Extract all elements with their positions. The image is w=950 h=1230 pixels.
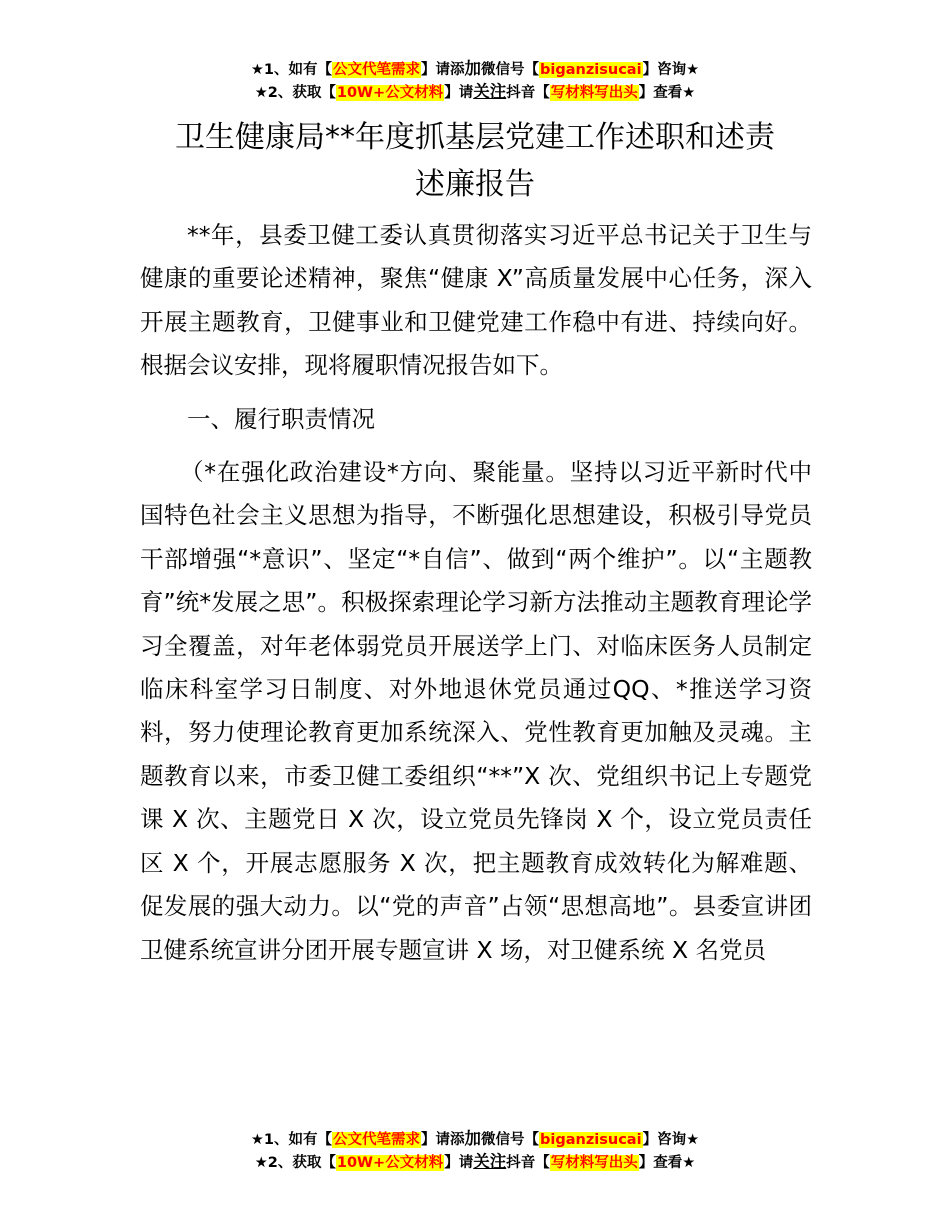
promo-text: 】请添: [421, 1132, 465, 1148]
promo-text: 】咨询★: [642, 62, 700, 78]
promo-line-1: [0, 1128, 950, 1151]
promo-text: 抖音【: [506, 1155, 550, 1171]
promo-highlight-materials: 10W+公文材料: [336, 85, 444, 101]
title-line-2: 述廉报告: [415, 167, 535, 202]
promo-text: 】查看★: [638, 85, 696, 101]
promo-text: 微信号【: [481, 62, 540, 78]
promo-highlight-wechat-id: biganzisucai: [540, 1132, 642, 1148]
promo-text: ★1、如有【: [250, 62, 333, 78]
promo-highlight-service: 公文代笔需求: [333, 1132, 421, 1148]
promo-text-underlined: 关注: [473, 1152, 507, 1171]
promo-text: 】咨询★: [642, 1132, 700, 1148]
body-paragraph: （*在强化政治建设*方向、聚能量。坚持以习近平新时代中国特色社会主义思想为指导，不断强化思想建设，积极引导党员干部增强“*意识”、坚定“*自信”、做到“两个维护”。以“主题教育”统*发展之思”。积极探索理论学习新方法推动主题教育理论学习全覆盖，对年老体弱党员开展送学上门、对临床医务人员制定临床科室学习日制度、对外地退休党员通过QQ、*推送学习资料，努力使理论教育更加系统深入、党性教育更加触及灵魂。主题教育以来，市委卫健工委组织“**”X 次、党组织书记上专题党课 X 次、主题党日 X 次，设立党员先锋岗 X 个，设立党员责任区 X 个，开展志愿服务 X 次，把主题教育成效转化为解难题、促发展的强大动力。以“党的声音”占领“思想高地”。县委宣讲团卫健系统宣讲分团开展专题宣讲 X 场，对卫健系统 X 名党员: [140, 458, 812, 964]
promo-highlight-wechat-id: biganzisucai: [540, 62, 642, 78]
document-body: [140, 214, 812, 972]
promo-highlight-douyin: 写材料写出头: [550, 85, 638, 101]
promo-text-large: 加: [464, 59, 482, 78]
promo-text: ★2、获取【: [254, 85, 336, 101]
promo-text: ★2、获取【: [254, 1155, 336, 1171]
promo-line-1: [0, 58, 950, 81]
promo-header: [0, 58, 950, 104]
promo-text: 】请添: [421, 62, 465, 78]
title-line-1: 卫生健康局**年度抓基层党建工作述职和述责: [175, 120, 775, 155]
promo-line-2: [0, 81, 950, 104]
promo-text-underlined: 关注: [473, 82, 507, 101]
promo-highlight-service: 公文代笔需求: [333, 62, 421, 78]
promo-text: 】请: [444, 85, 474, 101]
promo-footer: [0, 1128, 950, 1174]
promo-text: 抖音【: [506, 85, 550, 101]
promo-highlight-douyin: 写材料写出头: [550, 1155, 638, 1171]
intro-paragraph: **年，县委卫健工委认真贯彻落实习近平总书记关于卫生与健康的重要论述精神，聚焦“健康 X”高质量发展中心任务，深入开展主题教育，卫健事业和卫健党建工作稳中有进、持续向好。根据会议安排，现将履职情况报告如下。: [140, 221, 812, 380]
promo-text: ★1、如有【: [250, 1132, 333, 1148]
promo-highlight-materials: 10W+公文材料: [336, 1155, 444, 1171]
promo-text: 】请: [444, 1155, 474, 1171]
promo-text-large: 加: [464, 1129, 482, 1148]
document-title: [0, 114, 950, 208]
section-heading: 一、履行职责情况: [187, 404, 375, 433]
promo-line-2: [0, 1151, 950, 1174]
promo-text: 】查看★: [638, 1155, 696, 1171]
promo-text: 微信号【: [481, 1132, 540, 1148]
